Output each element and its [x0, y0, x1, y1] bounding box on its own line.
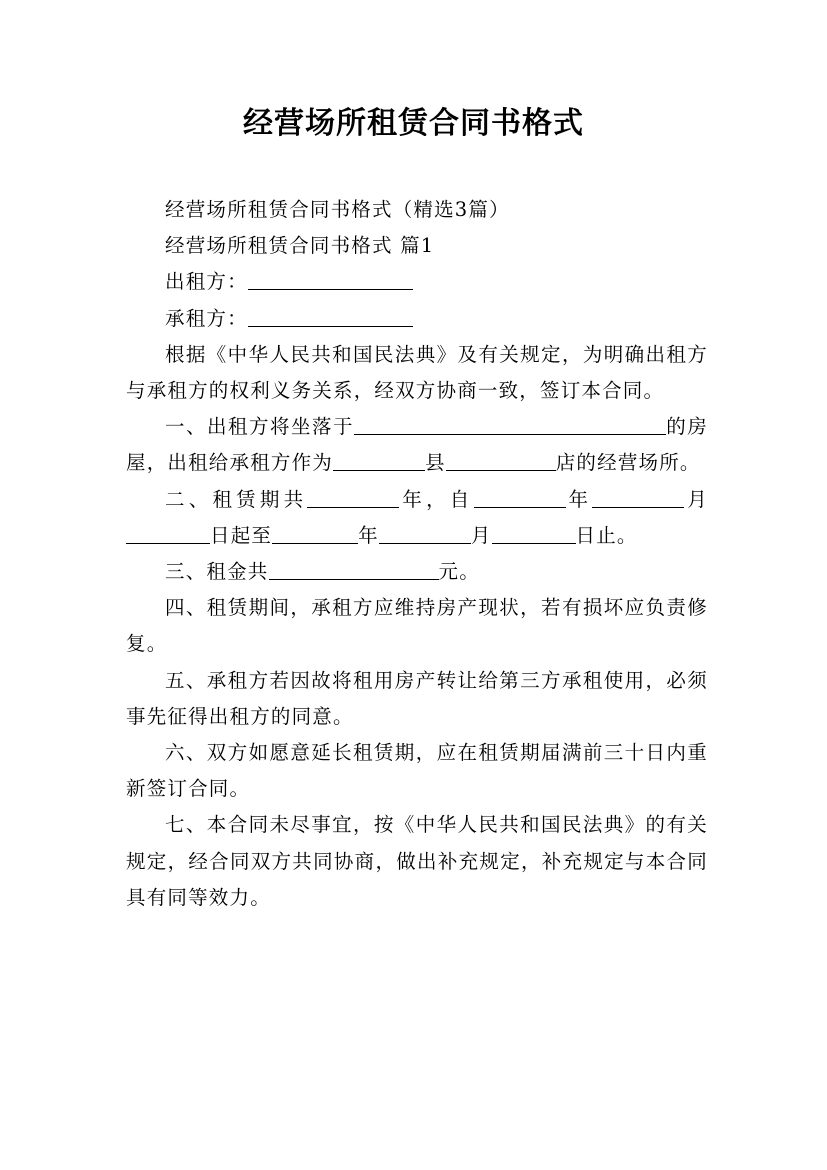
clause-1 [126, 409, 708, 481]
location-blank [354, 414, 666, 435]
end-month-blank [379, 522, 471, 543]
start-year-blank [474, 486, 566, 507]
lessor-blank [248, 269, 413, 290]
clause-2-text-h: 日止。 [575, 523, 638, 547]
start-month-blank [592, 486, 684, 507]
lessor-label: 出租方： [165, 270, 248, 294]
clause-1-text-a: 一、出租方将坐落于 [165, 415, 354, 439]
clause-2-text-d: 月 [684, 487, 709, 511]
clause-3 [126, 554, 708, 590]
clause-3-text-a: 三、租金共 [165, 560, 269, 584]
term-years-blank [307, 486, 399, 507]
clause-3-text-b: 元。 [438, 560, 480, 584]
clause-1-text-c: 县 [425, 451, 446, 475]
lessee-line [126, 301, 708, 337]
rent-blank [269, 559, 439, 580]
clause-2 [126, 482, 708, 554]
clause-4: 四、租赁期间，承租方应维持房产现状，若有损坏应负责修复。 [126, 596, 708, 656]
county-blank [333, 450, 425, 471]
lessee-blank [248, 305, 413, 326]
clause-1-text-d: 店的经营场所。 [555, 451, 701, 475]
document-body [126, 192, 708, 916]
document-title: 经营场所租赁合同书格式 [243, 106, 584, 141]
subtitle: 经营场所租赁合同书格式（精选3篇） [165, 198, 510, 221]
clause-2-text-e: 日起至 [210, 523, 273, 547]
clause-2-text-f: 年 [358, 523, 379, 547]
clause-2-text-g: 月 [470, 523, 492, 547]
preamble-paragraph: 根据《中华人民共和国民法典》及有关规定，为明确出租方与承租方的权利义务关系，经双方协商一致，签订本合同。 [126, 342, 708, 403]
clause-5: 五、承租方若因故将租用房产转让给第三方承租使用，必须事先征得出租方的同意。 [126, 668, 708, 728]
clause-2-text-a: 二、租赁期共 [165, 487, 308, 511]
store-blank [446, 450, 556, 471]
end-day-blank [492, 522, 576, 543]
lessor-line [126, 264, 708, 300]
clause-2-text-b: 年，自 [399, 487, 474, 511]
clause-6: 六、双方如愿意延长租赁期，应在租赁期届满前三十日内重新签订合同。 [126, 741, 708, 801]
clause-1-text-b: 的房屋，出租给承租方作为 [126, 415, 708, 475]
clause-7: 七、本合同未尽事宜，按《中华人民共和国民法典》的有关规定，经合同双方共同协商，做出补充规定，补充规定与本合同具有同等效力。 [126, 813, 708, 909]
start-day-blank [126, 522, 210, 543]
section-heading: 经营场所租赁合同书格式 篇1 [165, 234, 435, 258]
lessee-label: 承租方： [165, 306, 248, 330]
end-year-blank [272, 522, 358, 543]
clause-2-text-c: 年 [565, 487, 593, 511]
